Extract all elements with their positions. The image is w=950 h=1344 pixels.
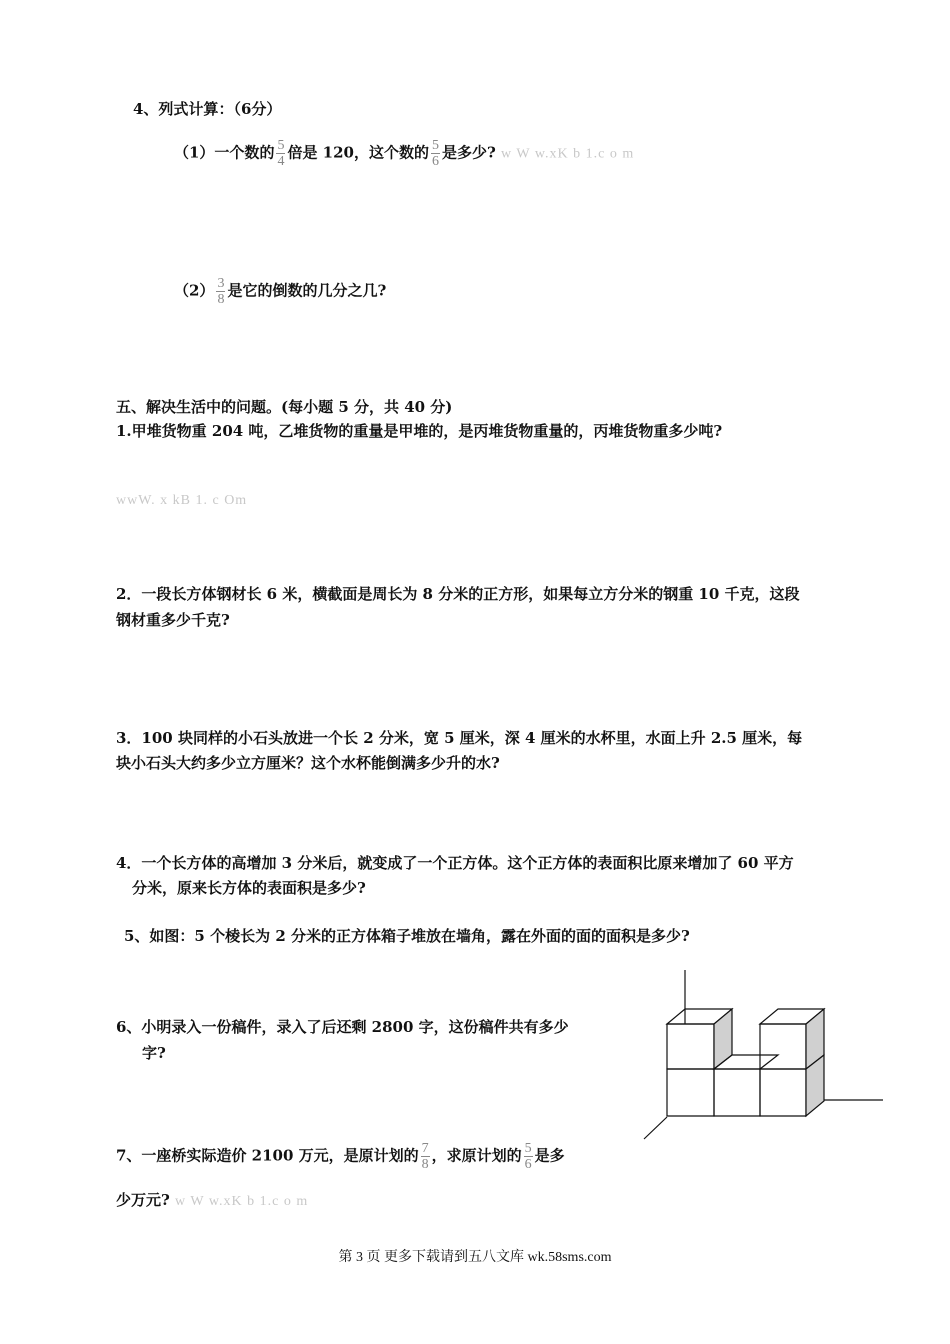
problem-3-line2: 块小石头大约多少立方厘米？这个水杯能倒满多少升的水? <box>116 754 500 772</box>
fraction-5-4 <box>276 138 285 169</box>
q4-part2-text-a: （2） <box>174 281 215 300</box>
cube-top-left-side <box>714 1009 732 1069</box>
fraction-numerator: 5 <box>277 138 285 153</box>
cube-bottom-middle-front <box>714 1069 760 1116</box>
cube-top-left-front <box>667 1024 714 1069</box>
watermark: wwW. x kB 1. c Om <box>116 493 248 508</box>
problem-2-line1: 2．一段长方体钢材长 6 米，横截面是周长为 8 分米的正方形，如果每立方分米的钢重 10 千克，这段 <box>116 585 800 603</box>
q4-part1-text-b: 倍是 120，这个数的 <box>287 143 429 162</box>
fraction-numerator: 7 <box>421 1141 429 1156</box>
fraction-denominator: 6 <box>524 1157 532 1172</box>
fraction-numerator: 5 <box>524 1141 532 1156</box>
fraction-denominator: 6 <box>432 154 439 169</box>
fraction-denominator: 8 <box>217 292 225 307</box>
problem-6-line1: 6、小明录入一份稿件，录入了后还剩 2800 字，这份稿件共有多少 <box>116 1018 569 1036</box>
problem-2-line2: 钢材重多少千克? <box>116 611 230 629</box>
problem-4-line2: 分米，原来长方体的表面积是多少? <box>132 879 366 897</box>
q4-part1-text-a: （1）一个数的 <box>174 143 275 162</box>
problem-7-line1 <box>116 1141 565 1172</box>
fraction-5-6 <box>524 1141 533 1172</box>
cube-bottom-right-front <box>760 1069 806 1116</box>
problem-7-text-d: 少万元? <box>116 1191 170 1209</box>
fraction-denominator: 8 <box>421 1157 429 1172</box>
problem-3-line1: 3．100 块同样的小石头放进一个长 2 分米，宽 5 厘米，深 4 厘米的水杯里，水面上升 2.5 厘米，每 <box>116 729 803 747</box>
q4-part2-text-b: 是它的倒数的几分之几? <box>227 281 387 300</box>
cube-stack-figure <box>636 962 886 1147</box>
problem-7-line2 <box>116 1189 308 1210</box>
q4-part1-text-c: 是多少? <box>442 143 496 162</box>
q4-part1 <box>174 138 634 169</box>
watermark: w W w.xK b 1.c o m <box>175 1194 309 1209</box>
problem-1: 1.甲堆货物重 204 吨，乙堆货物的重量是甲堆的，是丙堆货物重量的，丙堆货物重多少吨? <box>116 422 723 440</box>
fraction-numerator: 5 <box>432 138 439 153</box>
problem-7-text-a: 7、一座桥实际造价 2100 万元，是原计划的 <box>116 1146 419 1165</box>
problem-7-text-c: 是多 <box>534 1146 565 1165</box>
page-footer: 第 3 页 更多下载请到五八文库 wk.58sms.com <box>338 1250 612 1265</box>
problem-4-line1: 4．一个长方体的高增加 3 分米后，就变成了一个正方体。这个正方体的表面积比原来增加了 60 平方 <box>116 854 794 872</box>
cube-bottom-left-front <box>667 1069 714 1116</box>
fraction-denominator: 4 <box>277 154 285 169</box>
q4-title: 4、列式计算：（6分） <box>133 100 282 118</box>
floor-left-edge <box>644 1117 667 1139</box>
fraction-5-6 <box>431 138 440 169</box>
q4-part2 <box>174 276 386 307</box>
problem-6-line2: 字? <box>142 1044 166 1062</box>
problem-5: 5、如图：5 个棱长为 2 分米的正方体箱子堆放在墙角，露在外面的面的面积是多少? <box>124 927 690 945</box>
watermark: w W w.xK b 1.c o m <box>501 146 635 162</box>
fraction-numerator: 3 <box>217 276 225 291</box>
problem-7-text-b: ，求原计划的 <box>431 1146 522 1165</box>
section5-heading: 五、解决生活中的问题。(每小题 5 分，共 40 分) <box>116 398 453 416</box>
fraction-3-8 <box>216 276 225 307</box>
fraction-7-8 <box>421 1141 430 1172</box>
cube-top-right-front <box>760 1024 806 1069</box>
